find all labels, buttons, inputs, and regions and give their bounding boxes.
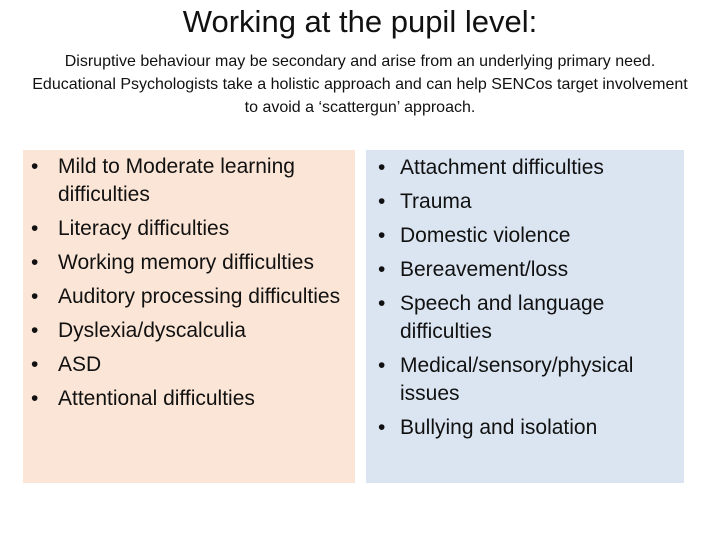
- bullet-icon: •: [31, 251, 39, 274]
- list-item: [374, 290, 678, 346]
- list-item: [27, 351, 349, 379]
- list-item: [27, 215, 349, 243]
- list-item-text: Bullying and isolation: [400, 416, 598, 439]
- list-item-text: Domestic violence: [400, 224, 571, 247]
- bullet-icon: •: [31, 319, 39, 342]
- bullet-icon: •: [378, 416, 386, 439]
- list-item: [27, 249, 349, 277]
- list-item: [27, 283, 349, 311]
- list-item-text: Speech and language difficulties: [400, 292, 605, 343]
- list-item-text: Mild to Moderate learning difficulties: [58, 155, 295, 206]
- list-item-text: Attentional difficulties: [58, 387, 255, 410]
- bullet-icon: •: [378, 156, 386, 179]
- list-item-text: Trauma: [400, 190, 472, 213]
- list-item: [374, 188, 678, 216]
- right-needs-box: [366, 150, 684, 483]
- bullet-icon: •: [378, 354, 386, 377]
- slide-subtitle: Disruptive behaviour may be secondary and arise from an underlying primary need. Educational Psychologists take a holistic approach and can help SENCos target involvement to avoid a ‘scattergun’ approach.: [32, 53, 688, 116]
- list-item-text: ASD: [58, 353, 102, 376]
- list-item-text: Working memory difficulties: [58, 251, 314, 274]
- bullet-icon: •: [378, 292, 386, 315]
- list-item: [27, 385, 349, 413]
- right-needs-list: [366, 150, 684, 442]
- bullet-icon: •: [31, 285, 39, 308]
- list-item-text: Literacy difficulties: [58, 217, 230, 240]
- list-item: [27, 153, 349, 209]
- bullet-icon: •: [31, 387, 39, 410]
- list-item: [374, 352, 678, 408]
- list-item: [374, 414, 678, 442]
- left-needs-list: [23, 150, 355, 413]
- list-item-text: Auditory processing difficulties: [58, 285, 341, 308]
- bullet-icon: •: [378, 190, 386, 213]
- left-needs-box: [23, 150, 355, 483]
- list-item-text: Bereavement/loss: [400, 258, 569, 281]
- slide-title: Working at the pupil level:: [182, 4, 538, 39]
- list-item: [374, 222, 678, 250]
- bullet-icon: •: [378, 258, 386, 281]
- bullet-icon: •: [31, 155, 39, 178]
- list-item: [27, 317, 349, 345]
- bullet-icon: •: [378, 224, 386, 247]
- list-item-text: Dyslexia/dyscalculia: [58, 319, 246, 342]
- list-item: [374, 154, 678, 182]
- bullet-icon: •: [31, 217, 39, 240]
- bullet-icon: •: [31, 353, 39, 376]
- list-item-text: Medical/sensory/physical issues: [400, 354, 634, 405]
- list-item: [374, 256, 678, 284]
- list-item-text: Attachment difficulties: [400, 156, 604, 179]
